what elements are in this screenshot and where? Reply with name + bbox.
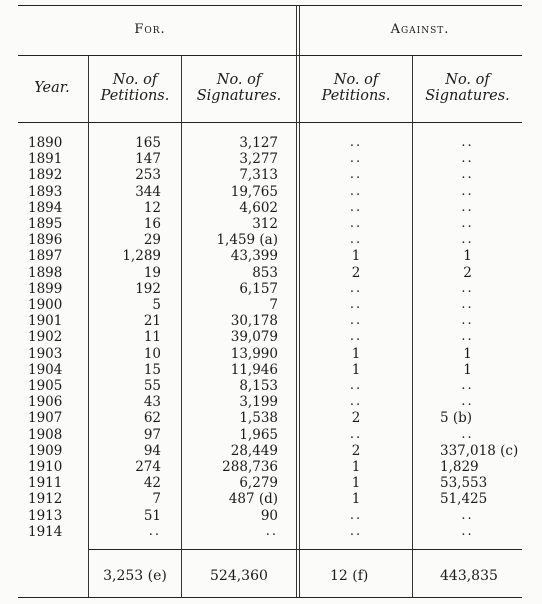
header-line: Petitions. — [100, 88, 170, 104]
bottom-rule — [18, 597, 522, 598]
row-against-signatures: 1 — [463, 248, 472, 265]
header-line: Signatures. — [425, 88, 510, 104]
row-against-petitions: 1 — [351, 345, 361, 362]
column-header-rule — [18, 122, 522, 123]
row-against-petitions: 1 — [351, 491, 361, 508]
row-against-signatures: .. — [461, 167, 474, 183]
row-against-petitions: .. — [349, 151, 363, 167]
row-for-signatures: 853 — [252, 264, 278, 281]
row-for-signatures: 30,178 — [230, 313, 278, 330]
for-signatures-column-header — [182, 72, 296, 104]
row-for-petitions: 29 — [143, 232, 161, 249]
row-for-signatures: 6,157 — [239, 280, 278, 297]
row-for-petitions: 1,289 — [122, 248, 161, 265]
row-year: 1890 — [28, 135, 63, 151]
row-for-petitions: 253 — [135, 167, 161, 184]
row-against-petitions: 2 — [351, 410, 361, 427]
header-line: No. of — [445, 72, 490, 88]
total-for-signatures: 524,360 — [210, 568, 268, 584]
row-for-signatures: 90 — [260, 507, 278, 524]
row-for-petitions: 274 — [135, 459, 161, 475]
row-year: 1901 — [28, 313, 63, 330]
year-column-header: Year. — [34, 80, 70, 96]
row-for-signatures: 1,459 (a) — [216, 232, 278, 249]
row-for-petitions: 10 — [143, 345, 161, 362]
row-for-signatures: 487 (d) — [228, 491, 278, 508]
row-against-petitions: .. — [349, 216, 363, 231]
row-for-petitions: 94 — [143, 442, 161, 459]
row-for-signatures: 312 — [252, 216, 278, 232]
row-against-petitions: .. — [349, 329, 363, 345]
header-line: No. of — [216, 72, 262, 88]
row-for-petitions: 51 — [143, 507, 161, 524]
row-for-petitions: 192 — [135, 280, 161, 297]
row-against-signatures: .. — [461, 297, 474, 312]
row-for-signatures: 28,449 — [230, 442, 278, 459]
row-for-petitions: 16 — [143, 216, 161, 232]
row-year: 1899 — [28, 280, 63, 297]
row-for-petitions: 344 — [135, 183, 161, 200]
row-against-petitions: .. — [349, 313, 363, 329]
row-year: 1894 — [28, 199, 63, 216]
row-year: 1906 — [28, 394, 63, 411]
for-group-header: For. — [134, 22, 166, 37]
header-line: Petitions. — [321, 88, 391, 104]
row-year: 1914 — [28, 523, 63, 540]
row-for-signatures: 13,990 — [230, 345, 278, 362]
row-year: 1897 — [28, 248, 63, 265]
row-for-petitions: 62 — [143, 410, 161, 427]
row-against-petitions: 2 — [351, 264, 361, 281]
row-year: 1898 — [28, 264, 63, 281]
row-against-petitions: 1 — [351, 459, 361, 475]
totals-rule — [88, 549, 522, 550]
row-against-petitions: .. — [349, 297, 363, 312]
row-against-signatures: .. — [461, 523, 474, 539]
row-for-petitions: 147 — [135, 151, 161, 168]
row-against-signatures: .. — [461, 135, 474, 150]
row-against-signatures: .. — [461, 378, 474, 393]
row-against-petitions: .. — [349, 378, 363, 393]
row-for-petitions: 19 — [143, 264, 161, 281]
row-against-signatures: .. — [461, 507, 474, 523]
row-year: 1907 — [28, 410, 63, 427]
for-against-double-rule — [296, 5, 297, 597]
row-for-petitions: 12 — [143, 199, 161, 216]
header-line: Signatures. — [196, 88, 282, 104]
row-against-petitions: .. — [349, 280, 363, 296]
row-for-signatures: 11,946 — [230, 361, 278, 378]
row-for-petitions: 42 — [143, 475, 161, 492]
row-against-signatures: .. — [461, 329, 474, 345]
row-against-signatures: .. — [461, 280, 474, 296]
row-for-signatures: .. — [265, 523, 278, 539]
row-for-signatures: 8,153 — [239, 378, 278, 394]
header-line: No. of — [333, 72, 379, 88]
row-for-signatures: 43,399 — [230, 248, 278, 265]
row-against-signatures: 53,553 — [440, 475, 488, 492]
row-for-petitions: 5 — [152, 297, 161, 313]
row-against-petitions: .. — [349, 394, 363, 410]
row-for-petitions: 55 — [143, 378, 161, 394]
header-line: No. of — [112, 72, 158, 88]
row-for-signatures: 4,602 — [239, 199, 278, 216]
row-against-petitions: .. — [349, 232, 363, 248]
row-for-petitions: 165 — [135, 135, 161, 151]
row-against-signatures: .. — [461, 183, 474, 199]
row-against-signatures: 1 — [463, 361, 472, 378]
row-for-signatures: 19,765 — [230, 183, 278, 200]
row-year: 1910 — [28, 459, 63, 475]
row-against-signatures: .. — [461, 151, 474, 167]
row-for-petitions: .. — [148, 523, 161, 539]
row-against-petitions: 2 — [351, 442, 361, 459]
row-for-signatures: 3,277 — [239, 151, 278, 168]
row-against-signatures: .. — [461, 216, 474, 231]
row-against-petitions: .. — [349, 523, 363, 539]
row-for-signatures: 7,313 — [239, 167, 278, 184]
row-against-petitions: 1 — [351, 248, 361, 265]
against-petitions-column-header — [300, 72, 412, 104]
row-year: 1895 — [28, 216, 63, 232]
row-for-signatures: 7 — [269, 297, 278, 313]
row-for-signatures: 288,736 — [222, 459, 278, 475]
row-year: 1900 — [28, 297, 63, 313]
against-group-header: Against. — [390, 22, 450, 37]
row-against-signatures: .. — [461, 313, 474, 329]
row-for-petitions: 21 — [143, 313, 161, 330]
row-year: 1913 — [28, 507, 63, 524]
total-for-petitions: 3,253 (e) — [103, 568, 167, 584]
against-signatures-column-header — [413, 72, 522, 104]
row-for-signatures: 1,965 — [239, 426, 278, 443]
row-year: 1892 — [28, 167, 63, 184]
row-for-signatures: 1,538 — [239, 410, 278, 427]
row-for-signatures: 3,199 — [239, 394, 278, 411]
row-for-signatures: 39,079 — [230, 329, 278, 346]
row-against-petitions: 1 — [351, 361, 361, 378]
row-against-signatures: 2 — [463, 264, 472, 281]
group-header-rule — [18, 55, 522, 56]
row-against-signatures: 1,829 — [440, 459, 479, 475]
row-against-signatures: .. — [461, 199, 474, 215]
row-year: 1911 — [28, 475, 63, 492]
row-for-petitions: 7 — [152, 491, 161, 508]
row-against-petitions: .. — [349, 199, 363, 215]
row-against-signatures: .. — [461, 426, 474, 442]
row-against-signatures: 337,018 (c) — [440, 442, 519, 459]
row-year: 1902 — [28, 329, 63, 346]
row-for-petitions: 97 — [143, 426, 161, 443]
total-against-signatures: 443,835 — [440, 568, 498, 584]
row-year: 1905 — [28, 378, 63, 394]
row-against-petitions: .. — [349, 426, 363, 442]
row-against-petitions: .. — [349, 167, 363, 183]
row-against-signatures: .. — [461, 232, 474, 248]
row-year: 1912 — [28, 491, 63, 508]
total-against-petitions: 12 (f) — [330, 568, 369, 584]
row-against-petitions: 1 — [351, 475, 361, 492]
row-against-signatures: 51,425 — [440, 491, 488, 508]
row-year: 1908 — [28, 426, 63, 443]
row-for-petitions: 15 — [143, 361, 161, 378]
row-for-petitions: 11 — [143, 329, 161, 346]
row-for-signatures: 6,279 — [239, 475, 278, 492]
row-year: 1903 — [28, 345, 63, 362]
row-against-signatures: 1 — [463, 345, 472, 362]
row-against-petitions: .. — [349, 135, 363, 150]
row-year: 1891 — [28, 151, 63, 168]
row-against-petitions: .. — [349, 183, 363, 199]
row-year: 1893 — [28, 183, 63, 200]
row-year: 1896 — [28, 232, 63, 249]
row-against-petitions: .. — [349, 507, 363, 523]
row-against-signatures: 5 (b) — [440, 410, 473, 427]
row-for-petitions: 43 — [143, 394, 161, 411]
row-against-signatures: .. — [461, 394, 474, 410]
row-for-signatures: 3,127 — [239, 135, 278, 151]
top-rule — [18, 5, 522, 6]
row-year: 1909 — [28, 442, 63, 459]
for-petitions-column-header — [89, 72, 181, 104]
row-year: 1904 — [28, 361, 63, 378]
